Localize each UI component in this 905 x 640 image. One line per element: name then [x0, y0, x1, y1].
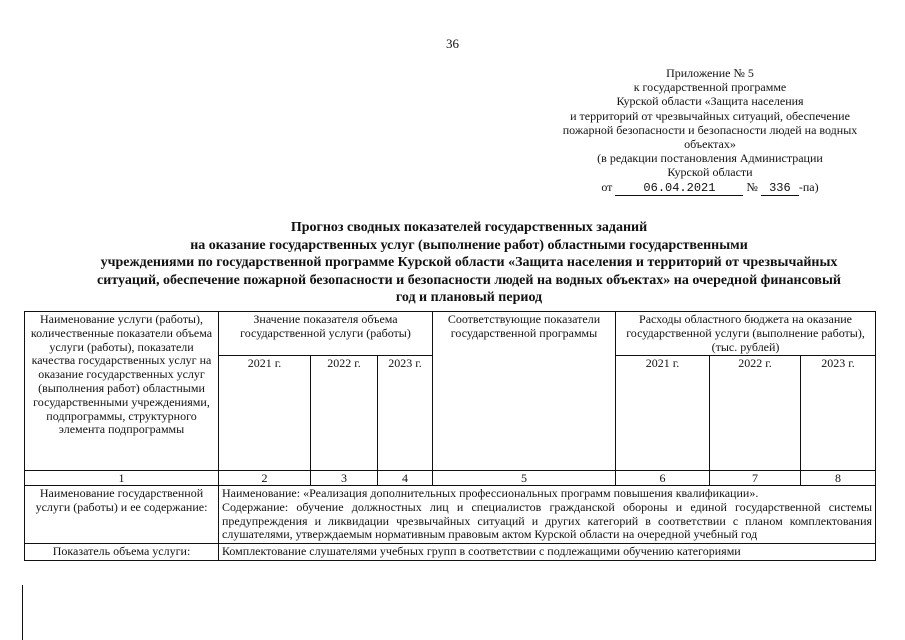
table-row: [25, 544, 876, 561]
appendix-line: Курской области: [667, 165, 753, 180]
date-prefix: от: [601, 179, 613, 194]
service-description: [219, 486, 876, 544]
number-suffix: -па): [798, 179, 819, 194]
appendix-line: к государственной программе: [633, 80, 787, 95]
volume-indicator: Комплектование слушателями учебных групп в соответствии с подлежащими обучению категориями: [219, 544, 876, 561]
resolution-number: 336: [761, 182, 799, 196]
title-line: год и плановый период: [395, 290, 543, 306]
year-2021-value: 2021 г.: [219, 356, 311, 471]
title-line: на оказание государственных услуг (выполнение работ) областными государственными: [190, 237, 748, 253]
column-index: 3: [311, 471, 378, 486]
service-name-line: Наименование: «Реализация дополнительных профессиональных программ повышения квалификации».: [222, 486, 759, 500]
column-index: 6: [616, 471, 710, 486]
number-prefix: №: [746, 179, 758, 194]
column-index: 4: [378, 471, 433, 486]
forecast-table: [24, 311, 876, 561]
left-rule-line: [22, 585, 23, 640]
header-budget-expenses: Расходы областного бюджета на оказание государственной услуги (выполнение работы), (тыс. рублей): [616, 312, 876, 356]
title-line: Прогноз сводных показателей государственных заданий: [290, 220, 648, 235]
table-row: [25, 486, 876, 544]
appendix-line: Приложение № 5: [666, 66, 754, 80]
column-index: 7: [710, 471, 801, 486]
document-title: [40, 219, 898, 307]
header-program-indicators: Соответствующие показатели государственной программы: [433, 312, 616, 471]
appendix-date-line: [540, 180, 880, 196]
year-2021-expense: 2021 г.: [616, 356, 710, 471]
page-number: 36: [446, 36, 459, 51]
appendix-line: и территорий от чрезвычайных ситуаций, обеспечение: [570, 108, 850, 123]
title-line: ситуаций, обеспечение пожарной безопасности и безопасности людей на водных объектах» на очередной финансовый: [97, 272, 841, 288]
column-index: 8: [801, 471, 876, 486]
column-index: 5: [433, 471, 616, 486]
title-line: учреждениями по государственной программе Курской области «Защита населения и территорий от чрезвычайных: [100, 255, 838, 271]
column-index: 2: [219, 471, 311, 486]
row-label-service: Наименование государственной услуги (работы) и ее содержание:: [25, 486, 219, 544]
row-label-volume: Показатель объема услуги:: [25, 544, 219, 561]
header-volume-value: Значение показателя объема государственной услуги (работы): [219, 312, 433, 356]
resolution-date: 06.04.2021: [615, 182, 743, 196]
year-2022-expense: 2022 г.: [710, 356, 801, 471]
appendix-line: пожарной безопасности и безопасности людей на водных: [562, 122, 858, 137]
year-2023-expense: 2023 г.: [801, 356, 876, 471]
service-content-line: Содержание: обучение должностных лиц и специалистов гражданской обороны и единой государственной системы предупреждения и ликвидации чрезвычайных ситуаций и других категорий в соответствии с планом комплектования слушателями, утверждаемым нормативным правовым актом Курской области на очередной учебный год: [222, 499, 873, 542]
appendix-line: (в редакции постановления Администрации: [597, 151, 823, 166]
year-2022-value: 2022 г.: [311, 356, 378, 471]
header-service-name: Наименование услуги (работы), количественные показатели объема услуги (работы), показатели качества государственных услуг на оказание государственных услуг (выполнения работ) областными государственными учреждениями, подпрограммы, структурного элемента подпрограммы: [25, 312, 219, 471]
header-row: [25, 312, 876, 356]
appendix-line: Курской области «Защита населения: [616, 94, 804, 109]
appendix-line: объектах»: [684, 137, 736, 152]
year-2023-value: 2023 г.: [378, 356, 433, 471]
column-index-row: [25, 471, 876, 486]
column-index: 1: [25, 471, 219, 486]
appendix-block: [540, 66, 880, 196]
